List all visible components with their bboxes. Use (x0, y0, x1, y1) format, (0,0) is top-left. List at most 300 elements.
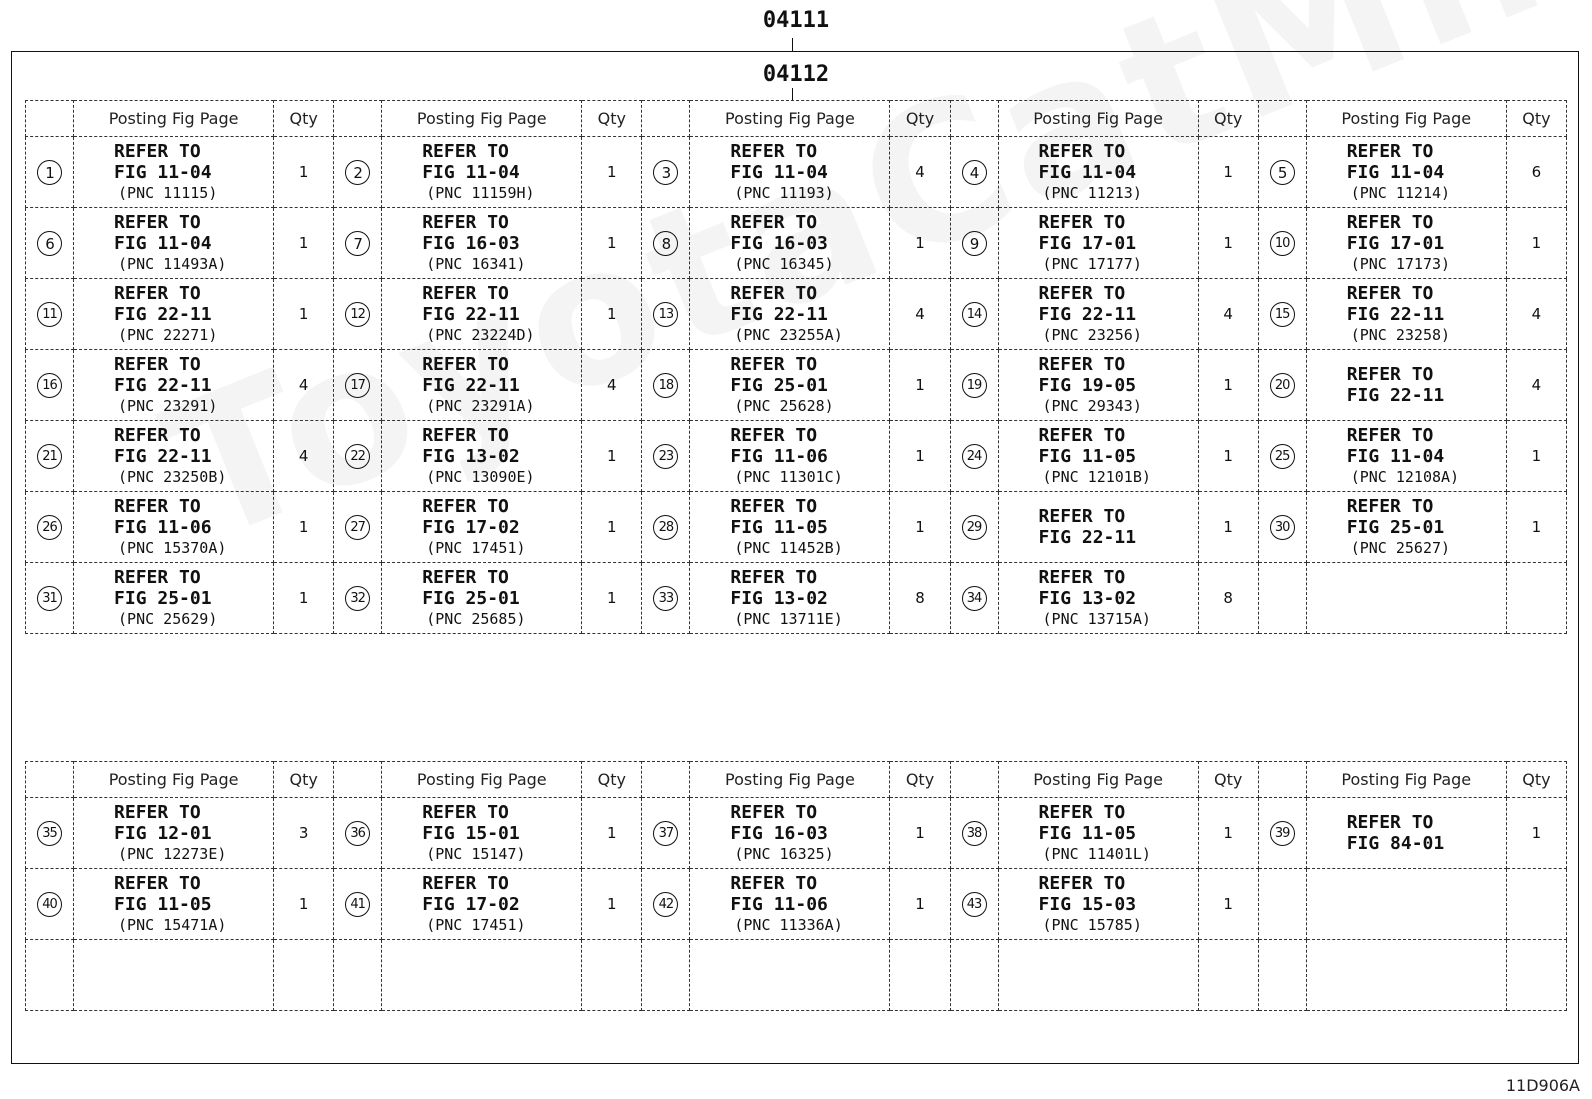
ref-number-cell (950, 137, 998, 208)
circled-number-icon: 25 (1270, 444, 1295, 469)
pnc-reference: (PNC 11336A) (734, 915, 843, 934)
posting-reference-cell (690, 940, 890, 1011)
pnc-reference: (PNC 17177) (1042, 254, 1142, 273)
header-qty: Qty (1506, 762, 1566, 798)
circled-number-icon: 30 (1270, 515, 1295, 540)
qty-cell: 8 (1198, 563, 1258, 634)
qty-cell: 1 (582, 492, 642, 563)
pnc-reference: (PNC 25628) (734, 396, 834, 415)
ref-number-cell (1258, 869, 1306, 940)
refer-to-text: REFER TO (1038, 140, 1126, 162)
posting-reference-cell (74, 563, 274, 634)
circled-number-icon: 21 (37, 444, 62, 469)
fig-reference: FIG 16-03 (422, 232, 520, 254)
qty-cell: 1 (274, 563, 334, 634)
pnc-reference: (PNC 11401L) (1042, 844, 1151, 863)
pnc-reference: (PNC 11115) (118, 183, 218, 202)
ref-number-cell (642, 798, 690, 869)
qty-cell (1506, 869, 1566, 940)
refer-to-text: REFER TO (114, 801, 201, 823)
header-row (26, 762, 1567, 798)
table-row (26, 798, 1567, 869)
qty-cell: 4 (582, 350, 642, 421)
posting-reference-cell (998, 208, 1198, 279)
header-qty: Qty (890, 101, 950, 137)
pnc-reference: (PNC 11159H) (426, 183, 535, 202)
qty-cell: 4 (890, 279, 950, 350)
refer-to-text: REFER TO (1346, 495, 1434, 517)
circled-number-icon: 18 (653, 373, 678, 398)
circled-number-icon: 15 (1270, 302, 1295, 327)
fig-reference: FIG 15-01 (422, 822, 520, 844)
ref-number-cell (1258, 350, 1306, 421)
ref-number-cell (1258, 492, 1306, 563)
qty-cell: 4 (1506, 350, 1566, 421)
ref-number-cell (26, 563, 74, 634)
refer-to-text: REFER TO (422, 566, 509, 588)
posting-reference-cell (690, 421, 890, 492)
refer-to-text: REFER TO (1038, 506, 1126, 527)
pnc-reference: (PNC 22271) (118, 325, 218, 344)
refer-to-text: REFER TO (422, 211, 509, 233)
ref-number-cell (642, 350, 690, 421)
header-qty: Qty (274, 762, 334, 798)
pnc-reference: (PNC 25627) (1350, 538, 1451, 557)
posting-reference-cell (382, 421, 582, 492)
posting-reference-cell (1306, 492, 1506, 563)
ref-number-cell (334, 798, 382, 869)
pnc-reference: (PNC 11452B) (734, 538, 843, 557)
pnc-reference: (PNC 13711E) (734, 609, 843, 628)
pnc-reference: (PNC 11193) (734, 183, 834, 202)
qty-cell: 1 (582, 421, 642, 492)
refer-to-text: REFER TO (1346, 364, 1434, 385)
circled-number-icon: 35 (37, 821, 62, 846)
ref-number-cell (950, 350, 998, 421)
posting-reference-cell (382, 869, 582, 940)
fig-reference: FIG 13-02 (730, 587, 828, 609)
posting-reference-cell (998, 137, 1198, 208)
header-num-cell (950, 762, 998, 798)
refer-to-text: REFER TO (730, 282, 818, 304)
posting-reference-cell (382, 798, 582, 869)
circled-number-icon: 10 (1270, 231, 1295, 256)
posting-reference-cell (690, 350, 890, 421)
ref-number-cell (334, 563, 382, 634)
ref-number-cell (334, 421, 382, 492)
circled-number-icon: 7 (345, 231, 370, 256)
fig-reference: FIG 11-05 (730, 516, 828, 538)
posting-reference-cell (382, 492, 582, 563)
qty-cell: 4 (274, 350, 334, 421)
refer-to-text: REFER TO (114, 211, 201, 233)
header-posting-fig-page: Posting Fig Page (998, 101, 1198, 137)
circled-number-icon: 34 (962, 586, 987, 611)
ref-number-cell (26, 137, 74, 208)
ref-number-cell (950, 279, 998, 350)
circled-number-icon: 2 (345, 160, 370, 185)
qty-cell: 1 (274, 492, 334, 563)
fig-reference: FIG 17-01 (1346, 232, 1445, 254)
fig-reference: FIG 11-05 (1038, 822, 1137, 844)
circled-number-icon: 13 (653, 302, 678, 327)
posting-reference-cell (998, 563, 1198, 634)
assembly-number-04112: 04112 (762, 62, 830, 87)
pnc-reference: (PNC 16325) (734, 844, 834, 863)
ref-number-cell (26, 492, 74, 563)
ref-number-cell (950, 798, 998, 869)
header-qty: Qty (890, 762, 950, 798)
fig-reference: FIG 22-11 (1038, 303, 1137, 325)
posting-reference-cell (998, 940, 1198, 1011)
ref-number-cell (334, 492, 382, 563)
table-row (26, 563, 1567, 634)
circled-number-icon: 32 (345, 586, 370, 611)
ref-number-cell (26, 279, 74, 350)
fig-reference: FIG 22-11 (730, 303, 828, 325)
ref-number-cell (334, 279, 382, 350)
refer-to-text: REFER TO (422, 801, 509, 823)
pnc-reference: (PNC 17451) (426, 538, 526, 557)
qty-cell (274, 940, 334, 1011)
posting-reference-cell (74, 798, 274, 869)
ref-number-cell (26, 208, 74, 279)
header-num-cell (26, 762, 74, 798)
posting-reference-cell (382, 208, 582, 279)
header-qty: Qty (582, 762, 642, 798)
fig-reference: FIG 22-11 (114, 445, 212, 467)
fig-reference: FIG 11-06 (730, 445, 828, 467)
refer-to-text: REFER TO (114, 495, 201, 517)
posting-reference-cell (382, 563, 582, 634)
header-posting-fig-page: Posting Fig Page (690, 101, 890, 137)
qty-cell: 4 (1506, 279, 1566, 350)
qty-cell: 1 (582, 869, 642, 940)
circled-number-icon: 41 (345, 892, 370, 917)
circled-number-icon: 43 (962, 892, 987, 917)
header-num-cell (642, 101, 690, 137)
circled-number-icon: 16 (37, 373, 62, 398)
fig-reference: FIG 25-01 (1346, 516, 1445, 538)
ref-number-cell (950, 869, 998, 940)
table-row (26, 940, 1567, 1011)
circled-number-icon: 6 (37, 231, 62, 256)
circled-number-icon: 23 (653, 444, 678, 469)
posting-reference-cell (74, 869, 274, 940)
posting-reference-cell (1306, 563, 1506, 634)
posting-reference-cell (382, 350, 582, 421)
pnc-reference: (PNC 23291) (118, 396, 218, 415)
refer-to-text: REFER TO (114, 872, 201, 894)
ref-number-cell (1258, 563, 1306, 634)
qty-cell: 1 (1198, 350, 1258, 421)
circled-number-icon: 36 (345, 821, 370, 846)
pnc-reference: (PNC 13715A) (1042, 609, 1151, 628)
qty-cell: 1 (582, 798, 642, 869)
ref-number-cell (642, 137, 690, 208)
qty-cell: 4 (1198, 279, 1258, 350)
refer-to-text: REFER TO (114, 424, 201, 446)
circled-number-icon: 17 (345, 373, 370, 398)
ref-number-cell (1258, 798, 1306, 869)
circled-number-icon: 14 (962, 302, 987, 327)
refer-to-text: REFER TO (1038, 872, 1126, 894)
header-qty: Qty (1506, 101, 1566, 137)
pnc-reference: (PNC 15785) (1042, 915, 1142, 934)
qty-cell: 1 (890, 492, 950, 563)
ref-number-cell (950, 208, 998, 279)
qty-cell: 1 (582, 563, 642, 634)
posting-reference-cell (998, 350, 1198, 421)
header-posting-fig-page: Posting Fig Page (382, 101, 582, 137)
fig-reference: FIG 16-03 (730, 822, 828, 844)
leader-line-top (792, 38, 793, 52)
qty-cell: 1 (1506, 421, 1566, 492)
qty-cell: 1 (582, 208, 642, 279)
circled-number-icon: 37 (653, 821, 678, 846)
table-row (26, 421, 1567, 492)
circled-number-icon: 33 (653, 586, 678, 611)
posting-reference-cell (74, 350, 274, 421)
circled-number-icon: 38 (962, 821, 987, 846)
header-qty: Qty (582, 101, 642, 137)
qty-cell: 1 (890, 208, 950, 279)
header-num-cell (642, 762, 690, 798)
posting-reference-cell (74, 421, 274, 492)
qty-cell: 1 (890, 350, 950, 421)
circled-number-icon: 28 (653, 515, 678, 540)
circled-number-icon: 24 (962, 444, 987, 469)
circled-number-icon: 12 (345, 302, 370, 327)
fig-reference: FIG 25-01 (730, 374, 828, 396)
fig-reference: FIG 11-06 (114, 516, 212, 538)
pnc-reference: (PNC 11301C) (734, 467, 843, 486)
refer-to-text: REFER TO (730, 211, 818, 233)
posting-reference-cell (998, 798, 1198, 869)
ref-number-cell (334, 869, 382, 940)
posting-reference-cell (690, 208, 890, 279)
refer-to-text: REFER TO (1346, 424, 1434, 446)
fig-reference: FIG 22-11 (1346, 303, 1445, 325)
refer-to-text: REFER TO (422, 872, 509, 894)
reference-table-2 (25, 761, 1567, 1011)
pnc-reference: (PNC 11213) (1042, 183, 1142, 202)
qty-cell: 1 (890, 869, 950, 940)
table-row (26, 208, 1567, 279)
qty-cell: 1 (1506, 798, 1566, 869)
refer-to-text: REFER TO (1346, 282, 1434, 304)
fig-reference: FIG 22-11 (1346, 385, 1445, 406)
ref-number-cell (950, 940, 998, 1011)
ref-number-cell (642, 940, 690, 1011)
ref-number-cell (1258, 940, 1306, 1011)
fig-reference: FIG 19-05 (1038, 374, 1137, 396)
posting-reference-cell (690, 563, 890, 634)
posting-reference-cell (690, 492, 890, 563)
pnc-reference: (PNC 12101B) (1042, 467, 1151, 486)
ref-number-cell (642, 421, 690, 492)
ref-number-cell (642, 492, 690, 563)
pnc-reference: (PNC 17451) (426, 915, 526, 934)
posting-reference-cell (690, 137, 890, 208)
header-row (26, 101, 1567, 137)
qty-cell: 1 (1198, 208, 1258, 279)
refer-to-text: REFER TO (422, 424, 509, 446)
pnc-reference: (PNC 16341) (426, 254, 526, 273)
posting-reference-cell (998, 279, 1198, 350)
qty-cell: 8 (890, 563, 950, 634)
fig-reference: FIG 11-04 (730, 161, 828, 183)
posting-reference-cell (690, 279, 890, 350)
fig-reference: FIG 22-11 (422, 303, 520, 325)
fig-reference: FIG 22-11 (422, 374, 520, 396)
circled-number-icon: 26 (37, 515, 62, 540)
posting-reference-cell (998, 421, 1198, 492)
refer-to-text: REFER TO (730, 566, 818, 588)
reference-table-1 (25, 100, 1567, 634)
qty-cell (890, 940, 950, 1011)
header-num-cell (334, 101, 382, 137)
fig-reference: FIG 11-06 (730, 893, 828, 915)
pnc-reference: (PNC 23255A) (734, 325, 843, 344)
ref-number-cell (642, 279, 690, 350)
qty-cell: 6 (1506, 137, 1566, 208)
header-qty: Qty (274, 101, 334, 137)
qty-cell: 1 (582, 137, 642, 208)
header-posting-fig-page: Posting Fig Page (690, 762, 890, 798)
fig-reference: FIG 22-11 (114, 303, 212, 325)
qty-cell (582, 940, 642, 1011)
circled-number-icon: 3 (653, 160, 678, 185)
ref-number-cell (334, 208, 382, 279)
header-posting-fig-page: Posting Fig Page (998, 762, 1198, 798)
ref-number-cell (1258, 208, 1306, 279)
ref-number-cell (642, 869, 690, 940)
header-qty: Qty (1198, 762, 1258, 798)
posting-reference-cell (1306, 869, 1506, 940)
circled-number-icon: 42 (653, 892, 678, 917)
posting-reference-cell (690, 798, 890, 869)
qty-cell: 4 (274, 421, 334, 492)
pnc-reference: (PNC 23291A) (426, 396, 535, 415)
pnc-reference: (PNC 23224D) (426, 325, 535, 344)
refer-to-text: REFER TO (730, 140, 818, 162)
posting-reference-cell (1306, 279, 1506, 350)
ref-number-cell (950, 421, 998, 492)
fig-reference: FIG 11-05 (114, 893, 212, 915)
refer-to-text: REFER TO (730, 424, 818, 446)
qty-cell: 1 (274, 279, 334, 350)
circled-number-icon: 8 (653, 231, 678, 256)
qty-cell: 4 (890, 137, 950, 208)
qty-cell: 3 (274, 798, 334, 869)
posting-reference-cell (1306, 798, 1506, 869)
refer-to-text: REFER TO (1346, 140, 1434, 162)
posting-reference-cell (1306, 421, 1506, 492)
posting-reference-cell (1306, 137, 1506, 208)
circled-number-icon: 5 (1270, 160, 1295, 185)
refer-to-text: REFER TO (422, 282, 509, 304)
circled-number-icon: 22 (345, 444, 370, 469)
refer-to-text: REFER TO (114, 282, 201, 304)
pnc-reference: (PNC 11214) (1350, 183, 1451, 202)
fig-reference: FIG 84-01 (1346, 833, 1445, 854)
pnc-reference: (PNC 23250B) (118, 467, 227, 486)
header-posting-fig-page: Posting Fig Page (382, 762, 582, 798)
refer-to-text: REFER TO (422, 353, 509, 375)
ref-number-cell (334, 940, 382, 1011)
refer-to-text: REFER TO (114, 353, 201, 375)
circled-number-icon: 1 (37, 160, 62, 185)
header-num-cell (26, 101, 74, 137)
header-posting-fig-page: Posting Fig Page (1306, 762, 1506, 798)
refer-to-text: REFER TO (422, 140, 509, 162)
posting-reference-cell (74, 208, 274, 279)
qty-cell: 1 (1198, 492, 1258, 563)
ref-number-cell (642, 563, 690, 634)
fig-reference: FIG 22-11 (114, 374, 212, 396)
circled-number-icon: 29 (962, 515, 987, 540)
ref-number-cell (642, 208, 690, 279)
refer-to-text: REFER TO (730, 495, 818, 517)
posting-reference-cell (382, 940, 582, 1011)
fig-reference: FIG 17-02 (422, 893, 520, 915)
posting-reference-cell (998, 869, 1198, 940)
refer-to-text: REFER TO (114, 140, 201, 162)
table-row (26, 279, 1567, 350)
posting-reference-cell (1306, 208, 1506, 279)
fig-reference: FIG 22-11 (1038, 527, 1137, 548)
ref-number-cell (26, 421, 74, 492)
qty-cell: 1 (1198, 421, 1258, 492)
circled-number-icon: 4 (962, 160, 987, 185)
header-num-cell (950, 101, 998, 137)
fig-reference: FIG 12-01 (114, 822, 212, 844)
pnc-reference: (PNC 29343) (1042, 396, 1142, 415)
qty-cell: 1 (274, 208, 334, 279)
fig-reference: FIG 11-04 (1038, 161, 1137, 183)
pnc-reference: (PNC 12273E) (118, 844, 227, 863)
refer-to-text: REFER TO (1346, 211, 1434, 233)
pnc-reference: (PNC 16345) (734, 254, 834, 273)
pnc-reference: (PNC 13090E) (426, 467, 535, 486)
posting-reference-cell (382, 137, 582, 208)
fig-reference: FIG 25-01 (422, 587, 520, 609)
ref-number-cell (1258, 137, 1306, 208)
fig-reference: FIG 11-04 (1346, 445, 1445, 467)
refer-to-text: REFER TO (1038, 282, 1126, 304)
circled-number-icon: 31 (37, 586, 62, 611)
fig-reference: FIG 15-03 (1038, 893, 1137, 915)
ref-number-cell (334, 350, 382, 421)
header-posting-fig-page: Posting Fig Page (74, 101, 274, 137)
ref-number-cell (26, 350, 74, 421)
qty-cell: 1 (274, 137, 334, 208)
table-row (26, 492, 1567, 563)
ref-number-cell (26, 940, 74, 1011)
ref-number-cell (26, 798, 74, 869)
refer-to-text: REFER TO (1038, 424, 1126, 446)
refer-to-text: REFER TO (1038, 566, 1126, 588)
refer-to-text: REFER TO (422, 495, 509, 517)
qty-cell: 1 (582, 279, 642, 350)
circled-number-icon: 20 (1270, 373, 1295, 398)
posting-reference-cell (74, 940, 274, 1011)
pnc-reference: (PNC 15370A) (118, 538, 227, 557)
posting-reference-cell (74, 137, 274, 208)
ref-number-cell (1258, 279, 1306, 350)
posting-reference-cell (998, 492, 1198, 563)
